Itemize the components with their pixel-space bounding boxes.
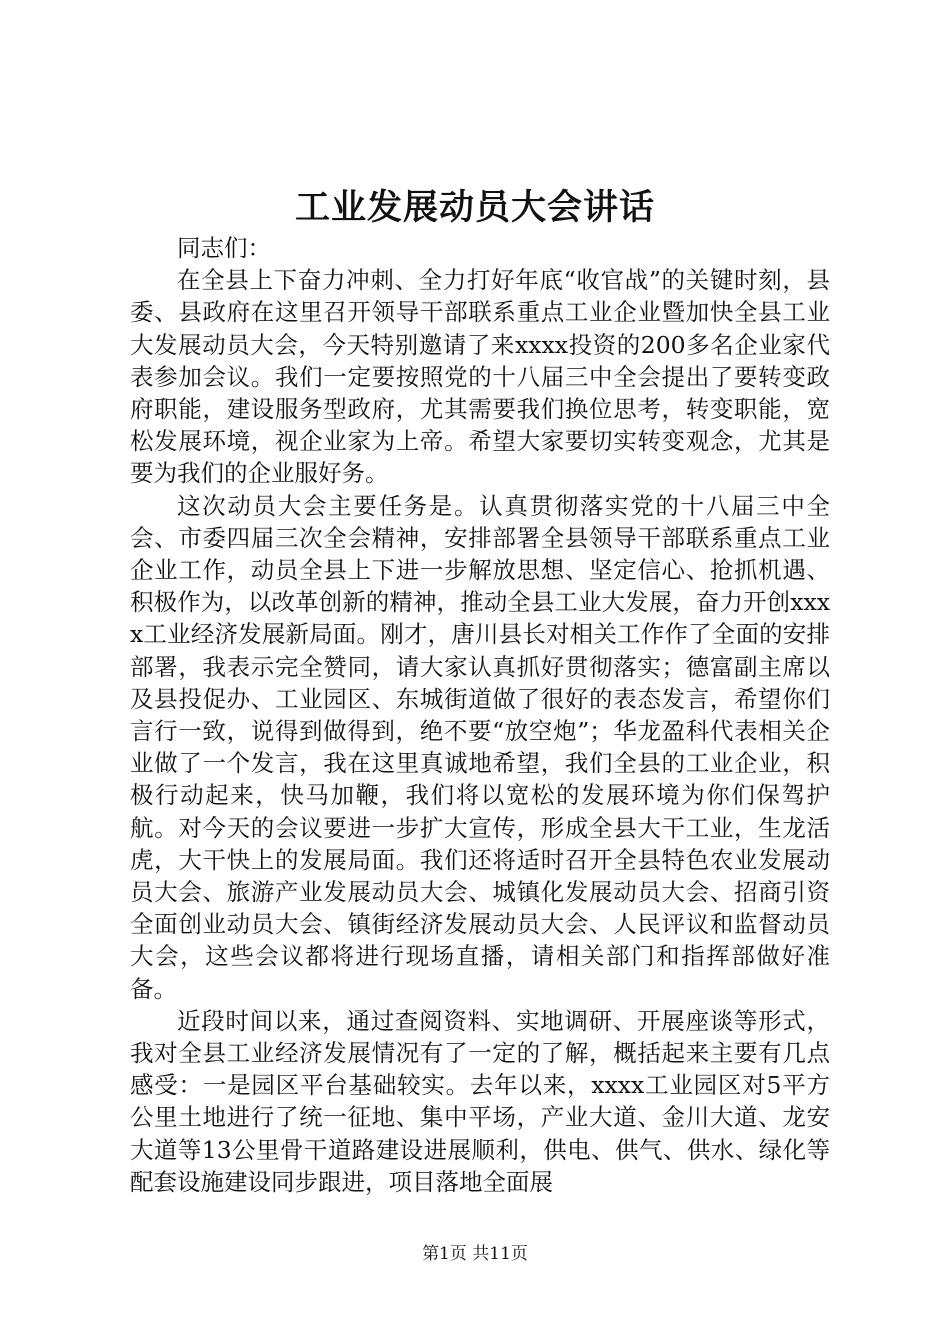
document-title: 工业发展动员大会讲话 bbox=[294, 187, 655, 228]
paragraph-2: 这次动员大会主要任务是。认真贯彻落实党的十八届三中全会、市委四届三次全会精神，安排部署全县领导干部联系重点工业企业工作，动员全县上下进一步解放思想、坚定信心、抢抓机遇、积极作为，以改革创新的精神，推动全县工业大发展，奋力开创xxxx工业经济发展新局面。刚才，唐川县长对相关工作作了全面的安排部署，我表示完全赞同，请大家认真抓好贯彻落实；德富副主席以及县投促办、工业园区、东城街道做了很好的表态发言，希望你们言行一致，说得到做得到，绝不要“放空炮”；华龙盈科代表相关企业做了一个发言，我在这里真诚地希望，我们全县的工业企业，积极行动起来，快马加鞭，我们将以宽松的发展环境为你们保驾护航。对今天的会议要进一步扩大宣传，形成全县大干工业，生龙活虎，大干快上的发展局面。我们还将适时召开全县特色农业发展动员大会、旅游产业发展动员大会、城镇化发展动员大会、招商引资全面创业动员大会、镇街经济发展动员大会、人民评议和监督动员大会，这些会议都将进行现场直播，请相关部门和指挥部做好准备。 bbox=[130, 491, 830, 1003]
paragraph-1: 在全县上下奋力冲刺、全力打好年底“收官战”的关键时刻，县委、县政府在这里召开领导干部联系重点工业企业暨加快全县工业大发展动员大会，今天特别邀请了来xxxx投资的200多名企业家代表参加会议。我们一定要按照党的十八届三中全会提出了要转变政府职能，建设服务型政府，尤其需要我们换位思考，转变职能，宽松发展环境，视企业家为上帝。希望大家要切实转变观念，尤其是要为我们的企业服好务。 bbox=[130, 266, 830, 488]
salutation: 同志们： bbox=[177, 234, 271, 262]
page-number-footer: 第1页 共11页 bbox=[422, 1244, 528, 1264]
document-body bbox=[130, 232, 830, 1198]
paragraph-3: 近段时间以来，通过查阅资料、实地调研、开展座谈等形式，我对全县工业经济发展情况有了一定的了解，概括起来主要有几点感受：一是园区平台基础较实。去年以来，xxxx工业园区对5平方公里土地进行了统一征地、集中平场，产业大道、金川大道、龙安大道等13公里骨干道路建设进展顺利，供电、供气、供水、绿化等配套设施建设同步跟进，项目落地全面展 bbox=[130, 1006, 830, 1196]
